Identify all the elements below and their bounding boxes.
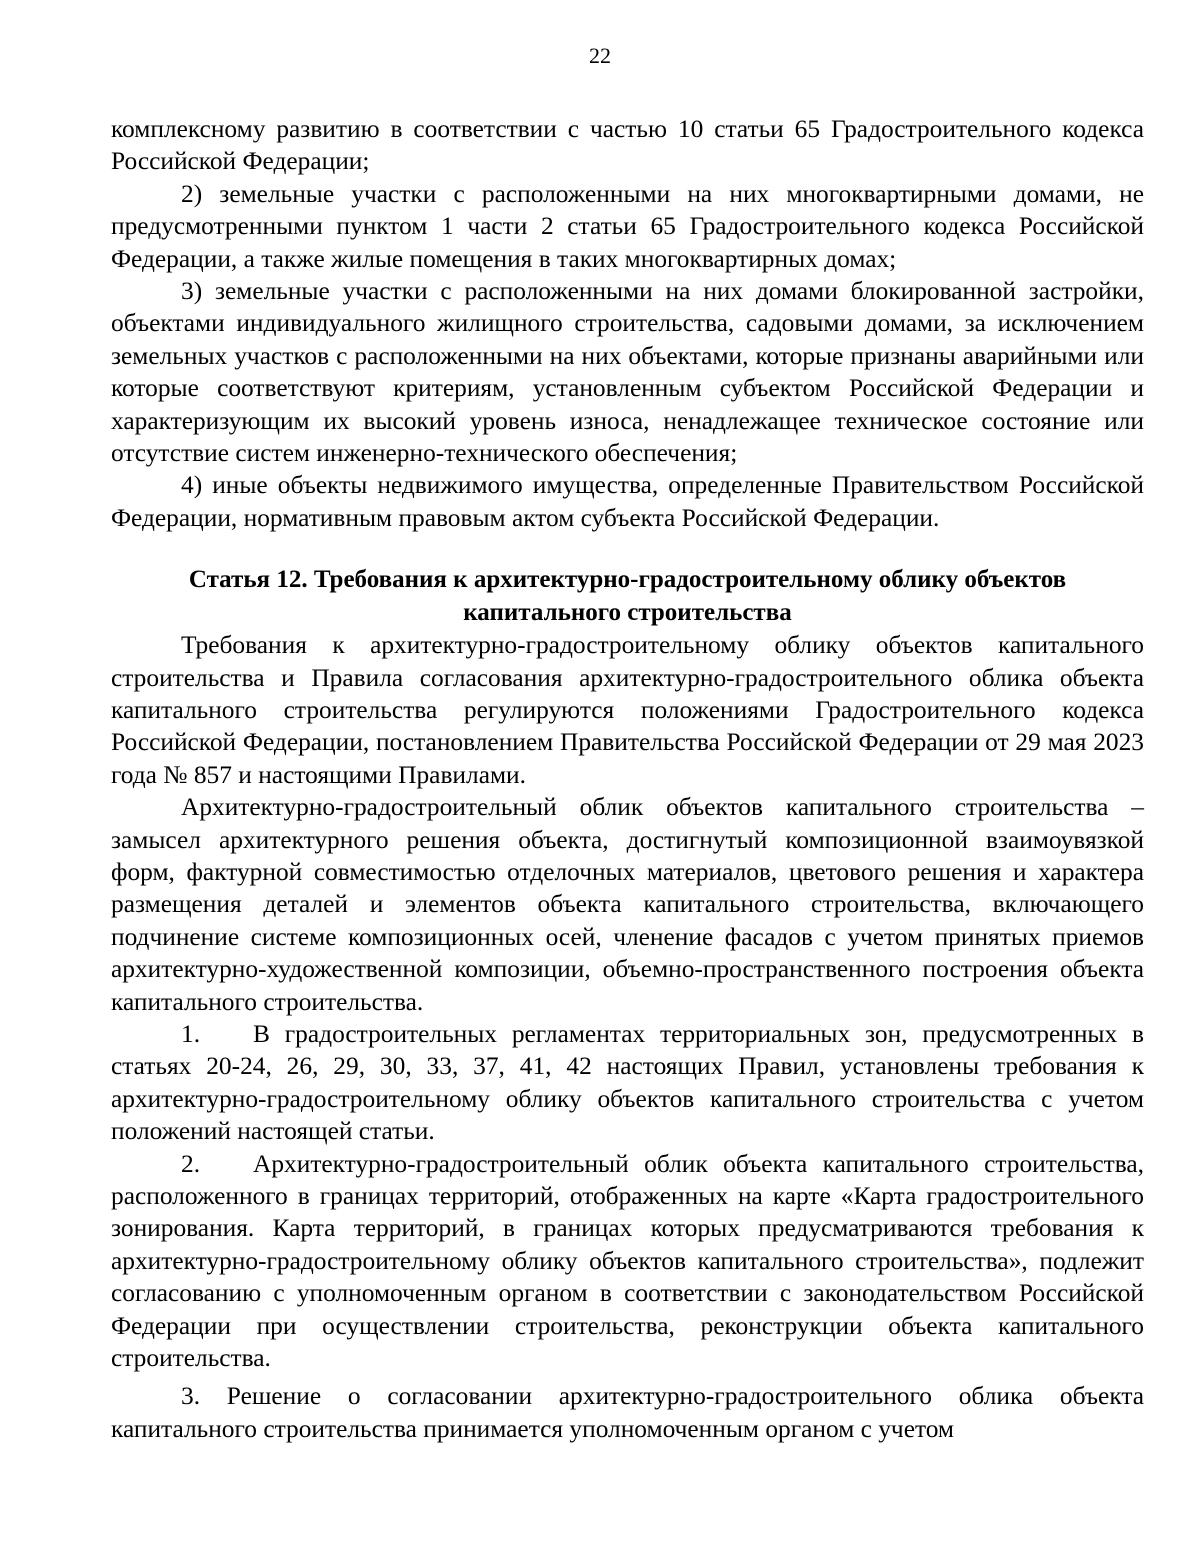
article-heading: Статья 12. Требования к архитектурно-градостроительному облику объектов капитального строительства	[188, 566, 1067, 626]
item-text: Архитектурно-градостроительный облик объекта капитального строительства, расположенного в границах территорий, отображенных на карте «Карта градостроительного зонирования. Карта территорий, в границах которых предусматриваются требования к архитектурно-градостроительному облику объектов капитального строительства», подлежит согласованию с уполномоченным органом в соответствии с законодательством Российской Федерации при осуществлении строительства, реконструкции объекта капитального строительства.	[111, 1149, 1144, 1373]
list-item-3: 3) земельные участки с расположенными на них домами блокированной застройки, объектами индивидуального жилищного строительства, садовыми домами, за исключением земельных участков с расположенными на них объектами, которые признаны аварийными или которые соответствуют критериям, установленным субъектом Российской Федерации и характеризующим их высокий уровень износа, ненадлежащее техническое состояние или отсутствие систем инженерно-технического обеспечения;	[111, 277, 1144, 468]
article-intro-2: Архитектурно-градостроительный облик объектов капитального строительства – замысел архитектурного решения объекта, достигнутый композиционной взаимоувязкой форм, фактурной совместимостью отделочных материалов, цветового решения и характера размещения деталей и элементов объекта капитального строительства, включающего подчинение системе композиционных осей, членение фасадов с учетом принятых приемов архитектурно-художественной композиции, объемно-пространственного построения объекта капитального строительства.	[111, 793, 1144, 1016]
numbered-item-3: 3. Решение о согласовании архитектурно-градостроительного облика объекта капитального строительства принимается уполномоченным органом с учетом	[111, 1382, 1144, 1443]
paragraph-continuation: комплексному развитию в соответствии с частью 10 статьи 65 Градостроительного кодекса Российской Федерации;	[111, 115, 1144, 176]
numbered-item-1	[111, 1018, 1144, 1148]
document-body	[111, 113, 1144, 1445]
page-number: 22	[589, 43, 611, 68]
item-text: В градостроительных регламентах территориальных зон, предусмотренных в статьях 20-24, 26, 29, 30, 33, 37, 41, 42 настоящих Правил, установлены требования к архитектурно-градостроительному облику объектов капитального строительства с учетом положений настоящей статьи.	[111, 1019, 1144, 1146]
article-intro-1: Требования к архитектурно-градостроительному облику объектов капитального строительства и Правила согласования архитектурно-градостроительного облика объекта капитального строительства регулируются положениями Градостроительного кодекса Российской Федерации, постановлением Правительства Российской Федерации от 29 мая 2023 года № 857 и настоящими Правилами.	[111, 631, 1144, 789]
list-item-4: 4) иные объекты недвижимого имущества, определенные Правительством Российской Федерации, нормативным правовым актом субъекта Российской Федерации.	[111, 471, 1144, 532]
item-number: 2.	[181, 1149, 201, 1178]
numbered-item-2	[111, 1148, 1144, 1375]
list-item-2: 2) земельные участки с расположенными на них многоквартирными домами, не предусмотренными пунктом 1 части 2 статьи 65 Градостроительного кодекса Российской Федерации, а также жилые помещения в таких многоквартирных домах;	[111, 179, 1144, 273]
item-number: 1.	[181, 1019, 201, 1048]
